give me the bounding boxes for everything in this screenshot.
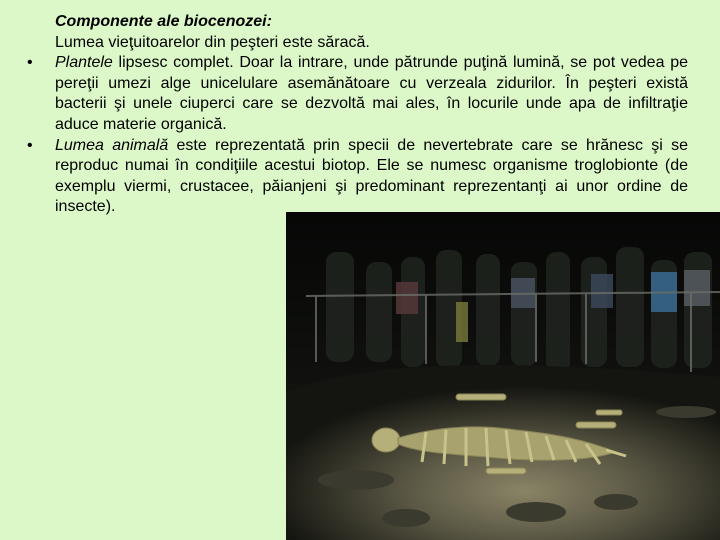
- cave-photo-illustration: [286, 212, 720, 540]
- bullet-plants-emphasis: Plantele: [55, 54, 113, 72]
- bullet-animals: [27, 136, 688, 218]
- bullet-marker: •: [27, 136, 33, 154]
- intro-line: Lumea vieţuitoarelor din peşteri este săracă.: [55, 33, 370, 51]
- bullet-animals-text: este reprezentată prin specii de nevertebrate care se hrănesc şi se reproduc numai în condiţiile acestui biotop. Ele se numesc organisme troglobionte (de exemplu viermi, crustacee, păianjeni şi predominant reprezentanţi ai unor ordine de insecte).: [55, 136, 688, 216]
- bullet-plants: [27, 53, 688, 135]
- bullet-plants-text: lipsesc complet. Doar la intrare, unde pătrunde puţină lumină, se pot vedea pe pereţii umezi alge unicelulare asemănătoare cu verzeala zidurilor. În peşteri există bacterii şi unele ciuperci care se dezvoltă mai ales, în locurile unde apa de infiltraţie aduce materie organică.: [55, 54, 688, 133]
- bullet-animals-emphasis: Lumea animală: [55, 136, 169, 154]
- text-block: [27, 12, 688, 218]
- bullet-marker: •: [27, 54, 33, 72]
- cave-skeleton-photo: [286, 212, 720, 540]
- section-heading: Componente ale biocenozei:: [55, 13, 272, 30]
